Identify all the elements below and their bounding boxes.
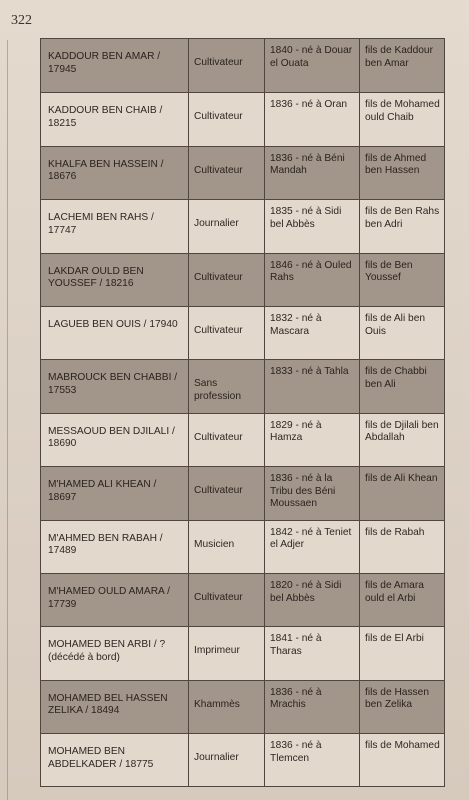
birth-cell: 1836 - né à Tlemcen [264, 734, 359, 786]
birth-cell: 1833 - né à Tahla [264, 360, 359, 412]
father-cell: fils de Kaddour ben Amar [359, 39, 445, 92]
name-cell: MOHAMED BEN ABDELKADER / 18775 [40, 734, 188, 786]
birth-cell: 1820 - né à Sidi bel Abbès [264, 574, 359, 626]
table-row [40, 253, 445, 306]
name-cell: KADDOUR BEN AMAR / 17945 [40, 39, 188, 92]
name-cell: KHALFA BEN HASSEIN / 18676 [40, 147, 188, 199]
deportee-records-table [40, 38, 445, 787]
table-row [40, 92, 445, 145]
birth-cell: 1832 - né à Mascara [264, 307, 359, 359]
occupation-cell: Cultivateur [188, 254, 264, 306]
father-cell: fils de Ali ben Ouis [359, 307, 445, 359]
name-cell: M'HAMED OULD AMARA / 17739 [40, 574, 188, 626]
birth-cell: 1836 - né à Oran [264, 93, 359, 145]
occupation-cell: Musicien [188, 521, 264, 573]
birth-cell: 1841 - né à Tharas [264, 627, 359, 679]
occupation-cell: Cultivateur [188, 93, 264, 145]
father-cell: fils de Djilali ben Abdallah [359, 414, 445, 466]
occupation-cell: Cultivateur [188, 414, 264, 466]
margin-rule [7, 40, 8, 800]
father-cell: fils de Hassen ben Zelika [359, 681, 445, 733]
table-row [40, 146, 445, 199]
father-cell: fils de El Arbi [359, 627, 445, 679]
name-cell: KADDOUR BEN CHAIB / 18215 [40, 93, 188, 145]
name-cell: M'HAMED ALI KHEAN / 18697 [40, 467, 188, 519]
birth-cell: 1842 - né à Teniet el Adjer [264, 521, 359, 573]
father-cell: fils de Amara ould el Arbi [359, 574, 445, 626]
name-cell: MOHAMED BEL HASSEN ZELIKA / 18494 [40, 681, 188, 733]
occupation-cell: Imprimeur [188, 627, 264, 679]
father-cell: fils de Chabbi ben Ali [359, 360, 445, 412]
table-row [40, 39, 445, 92]
name-cell: LACHEMI BEN RAHS / 17747 [40, 200, 188, 252]
birth-cell: 1835 - né à Sidi bel Abbès [264, 200, 359, 252]
table-row [40, 680, 445, 733]
occupation-cell: Sans profession [188, 360, 264, 412]
father-cell: fils de Mohamed [359, 734, 445, 786]
name-cell: MESSAOUD BEN DJILALI / 18690 [40, 414, 188, 466]
birth-cell: 1829 - né à Hamza [264, 414, 359, 466]
birth-cell: 1836 - né à Mrachis [264, 681, 359, 733]
father-cell: fils de Ben Rahs ben Adri [359, 200, 445, 252]
table-row [40, 306, 445, 359]
birth-cell: 1840 - né à Douar el Ouata [264, 39, 359, 92]
occupation-cell: Khammès [188, 681, 264, 733]
name-cell: M'AHMED BEN RABAH / 17489 [40, 521, 188, 573]
father-cell: fils de Ali Khean [359, 467, 445, 519]
table-row [40, 199, 445, 252]
name-cell: MOHAMED BEN ARBI / ? (décédé à bord) [40, 627, 188, 679]
table-row [40, 733, 445, 786]
birth-cell: 1846 - né à Ouled Rahs [264, 254, 359, 306]
father-cell: fils de Ben Youssef [359, 254, 445, 306]
occupation-cell: Cultivateur [188, 574, 264, 626]
table-row [40, 520, 445, 573]
birth-cell: 1836 - né à la Tribu des Béni Moussaen [264, 467, 359, 519]
occupation-cell: Cultivateur [188, 39, 264, 92]
table-row [40, 573, 445, 626]
name-cell: LAKDAR OULD BEN YOUSSEF / 18216 [40, 254, 188, 306]
father-cell: fils de Ahmed ben Hassen [359, 147, 445, 199]
occupation-cell: Journalier [188, 734, 264, 786]
table-row [40, 413, 445, 466]
occupation-cell: Journalier [188, 200, 264, 252]
father-cell: fils de Rabah [359, 521, 445, 573]
father-cell: fils de Mohamed ould Chaib [359, 93, 445, 145]
birth-cell: 1836 - né à Béni Mandah [264, 147, 359, 199]
occupation-cell: Cultivateur [188, 307, 264, 359]
occupation-cell: Cultivateur [188, 147, 264, 199]
occupation-cell: Cultivateur [188, 467, 264, 519]
page-number: 322 [11, 13, 32, 28]
name-cell: LAGUEB BEN OUIS / 17940 [40, 307, 188, 359]
table-row [40, 466, 445, 519]
table-row [40, 626, 445, 679]
name-cell: MABROUCK BEN CHABBI / 17553 [40, 360, 188, 412]
table-row [40, 359, 445, 412]
